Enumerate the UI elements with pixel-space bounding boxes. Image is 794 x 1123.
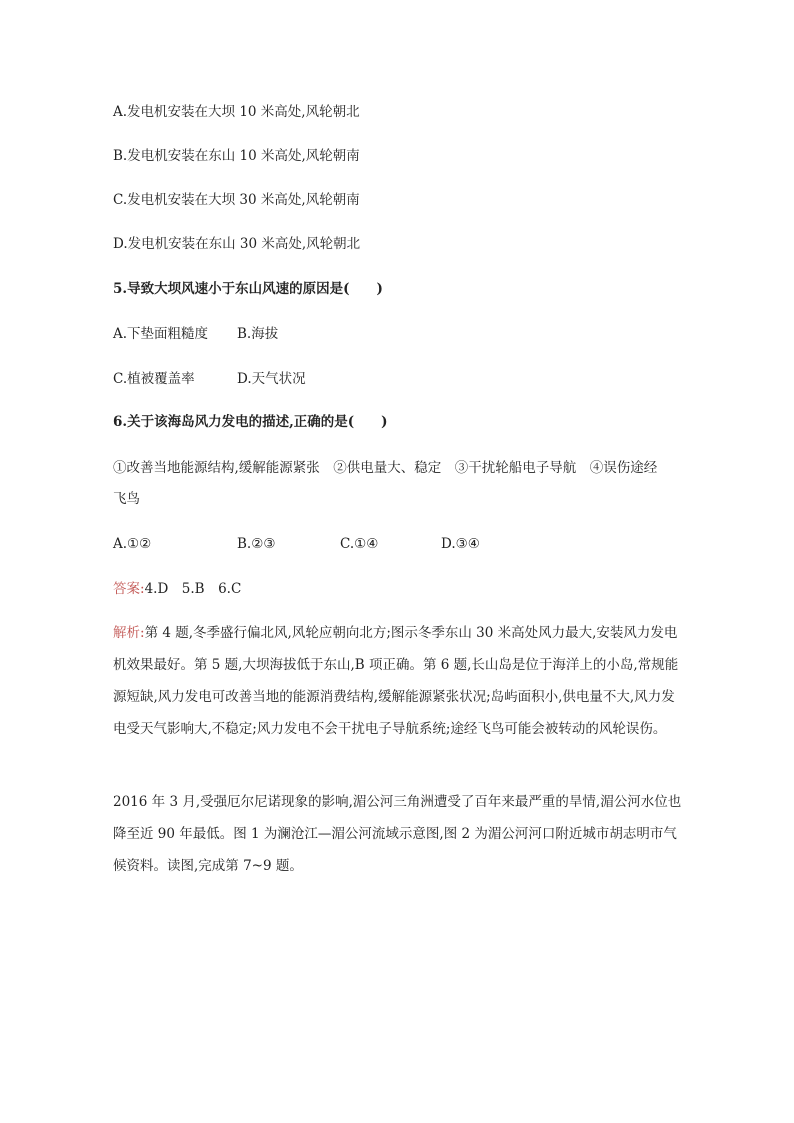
q6-statements-line2: 飞鸟 — [113, 491, 140, 507]
q5-stem: 5.导致大坝风速小于东山风速的原因是( ) — [113, 281, 383, 297]
q6-option-b: B.②③ — [237, 536, 276, 552]
q5-options-row2 — [113, 369, 306, 389]
q5-option-c: C.植被覆盖率 — [113, 371, 195, 387]
analysis-text: 第 4 题,冬季盛行偏北风,风轮应朝向北方;图示冬季东山 30 米高处风力最大,安装风力发电机效果最好。第 5 题,大坝海拔低于东山,B 项正确。第 6 题,长山岛是位于海洋上的小岛,常规能源短缺,风力发电可改善当地的能源消费结构,缓解能源紧张状况;岛屿面积小,供电量不大,风力发电受天气影响大,不稳定;风力发电不会干扰电子导航系统;途经飞鸟可能会被转动的风轮误伤。 — [113, 625, 679, 737]
q6-option-a: A.①② — [113, 536, 152, 552]
answer-text: 4.D 5.B 6.C — [144, 581, 242, 597]
q5-option-b: B.海拔 — [237, 326, 279, 342]
q6-option-d: D.③④ — [441, 536, 480, 552]
q4-option-c: C.发电机安装在大坝 30 米高处,风轮朝南 — [113, 192, 360, 208]
q5-option-a: A.下垫面粗糙度 — [113, 326, 209, 342]
q5-options-row1 — [113, 324, 278, 344]
intro-paragraph — [113, 786, 685, 882]
answer-label: 答案: — [113, 581, 145, 597]
q5-option-d: D.天气状况 — [237, 371, 306, 387]
q4-option-d: D.发电机安装在东山 30 米高处,风轮朝北 — [113, 236, 361, 252]
q4-option-b: B.发电机安装在东山 10 米高处,风轮朝南 — [113, 148, 360, 164]
q6-options-row — [113, 534, 480, 554]
intro-text: 2016 年 3 月,受强厄尔尼诺现象的影响,湄公河三角洲遭受了百年来最严重的旱情,湄公河水位也降至近 90 年最低。图 1 为澜沧江—湄公河流域示意图,图 2 为湄公河河口附近城市胡志明市气候资料。读图,完成第 7~9 题。 — [113, 794, 682, 874]
q6-option-c: C.①④ — [340, 536, 379, 552]
analysis-paragraph — [113, 617, 685, 745]
analysis-label: 解析: — [113, 625, 145, 641]
q6-stem: 6.关于该海岛风力发电的描述,正确的是( ) — [113, 414, 388, 430]
q4-option-a: A.发电机安装在大坝 10 米高处,风轮朝北 — [113, 104, 360, 120]
q6-statements-line1: ①改善当地能源结构,缓解能源紧张 ②供电量大、稳定 ③干扰轮船电子导航 ④误伤途经 — [113, 460, 658, 476]
answer-line — [113, 579, 241, 599]
